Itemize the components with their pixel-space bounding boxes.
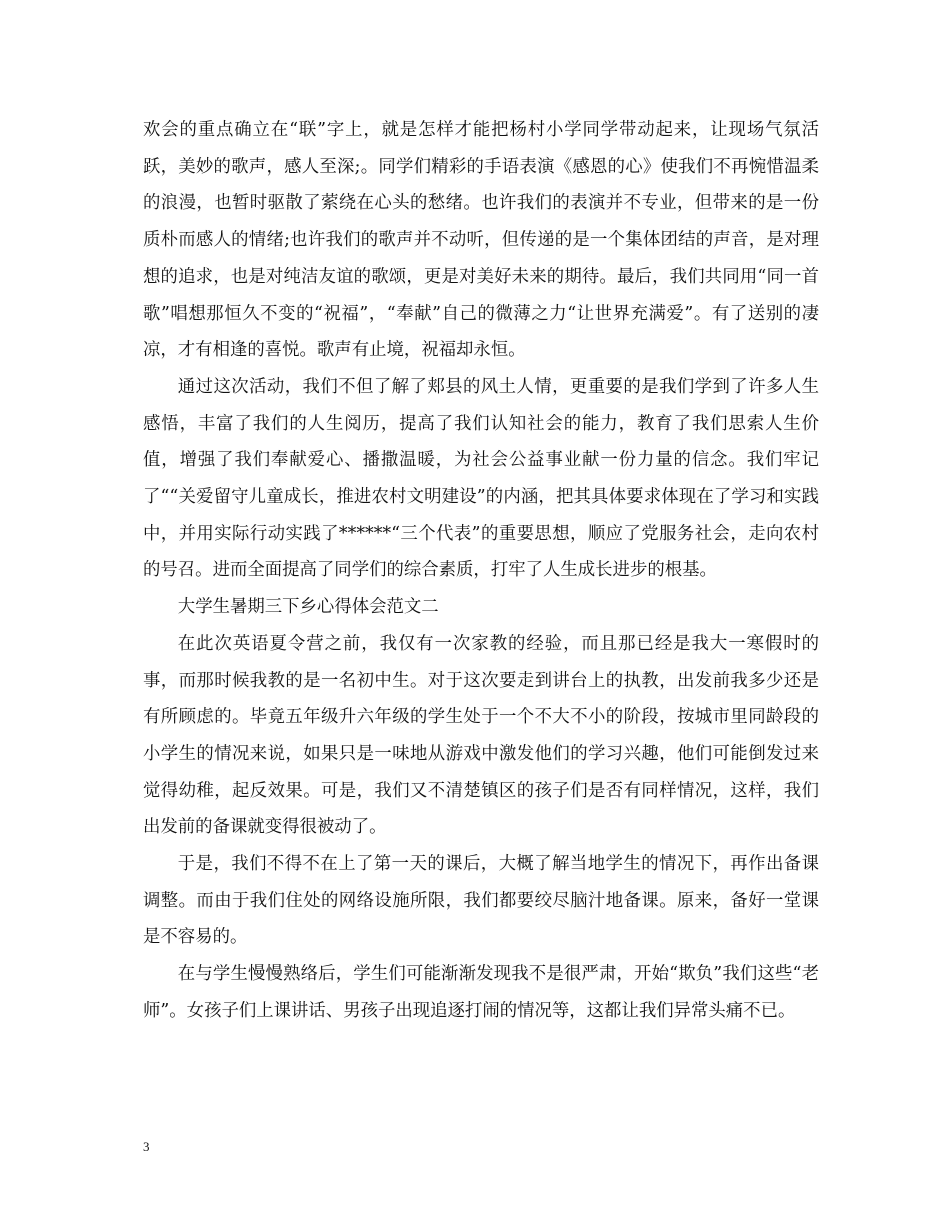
paragraph-lesson-adjustment: 于是，我们不得不在上了第一天的课后，大概了解当地学生的情况下，再作出备课调整。而由于我们住处的网络设施所限，我们都要绞尽脑汁地备课。原来，备好一堂课是不容易的。 (143, 854, 819, 948)
page-number: 3 (143, 1139, 150, 1154)
paragraph-summer-camp: 在此次英语夏令营之前，我仅有一次家教的经验，而且那已经是我大一寒假时的事，而那时候我教的是一名初中生。对于这次要走到讲台上的执教，出发前我多少还是有所顾虑的。毕竟五年级升六年级的学生处于一个不大不小的阶段，按城市里同龄段的小学生的情况来说，如果只是一味地从游戏中激发他们的学习兴趣，他们可能倒发过来觉得幼稚，起反效果。可是，我们又不清楚镇区的孩子们是否有同样情况，这样，我们出发前的备课就变得很被动了。 (143, 633, 819, 838)
section-heading: 大学生暑期三下乡心得体会范文二 (177, 597, 439, 618)
document-body (143, 112, 819, 1030)
paragraph-student-behavior: 在与学生慢慢熟络后，学生们可能渐渐发现我不是很严肃，开始“欺负”我们这些“老师”。女孩子们上课讲话、男孩子出现追逐打闹的情况等，这都让我们异常头痛不已。 (143, 964, 819, 1021)
paragraph-activity-summary: 通过这次活动，我们不但了解了郏县的风土人情，更重要的是我们学到了许多人生感悟，丰富了我们的人生阅历，提高了我们认知社会的能力，教育了我们思索人生价值，增强了我们奉献爱心、播撒温暖，为社会公益事业献一份力量的信念。我们牢记了““关爱留守儿童成长，推进农村文明建设”的内涵，把其具体要求体现在了学习和实践中，并用实际行动实践了******“三个代表”的重要思想，顺应了党服务社会，走向农村的号召。进而全面提高了同学们的综合素质，打牢了人生成长进步的根基。 (143, 376, 819, 581)
paragraph-gala-continuation: 欢会的重点确立在“联”字上，就是怎样才能把杨村小学同学带动起来，让现场气氛活跃，美妙的歌声，感人至深;。同学们精彩的手语表演《感恩的心》使我们不再惋惜温柔的浪漫，也暂时驱散了萦绕在心头的愁绪。也许我们的表演并不专业，但带来的是一份质朴而感人的情绪;也许我们的歌声并不动听，但传递的是一个集体团结的声音，是对理想的追求，也是对纯洁友谊的歌颂，更是对美好未来的期待。最后，我们共同用“同一首歌”唱想那恒久不变的“祝福”，“奉献”自己的微薄之力“让世界充满爱”。有了送别的凄凉，才有相逢的喜悦。歌声有止境，祝福却永恒。 (143, 120, 819, 361)
